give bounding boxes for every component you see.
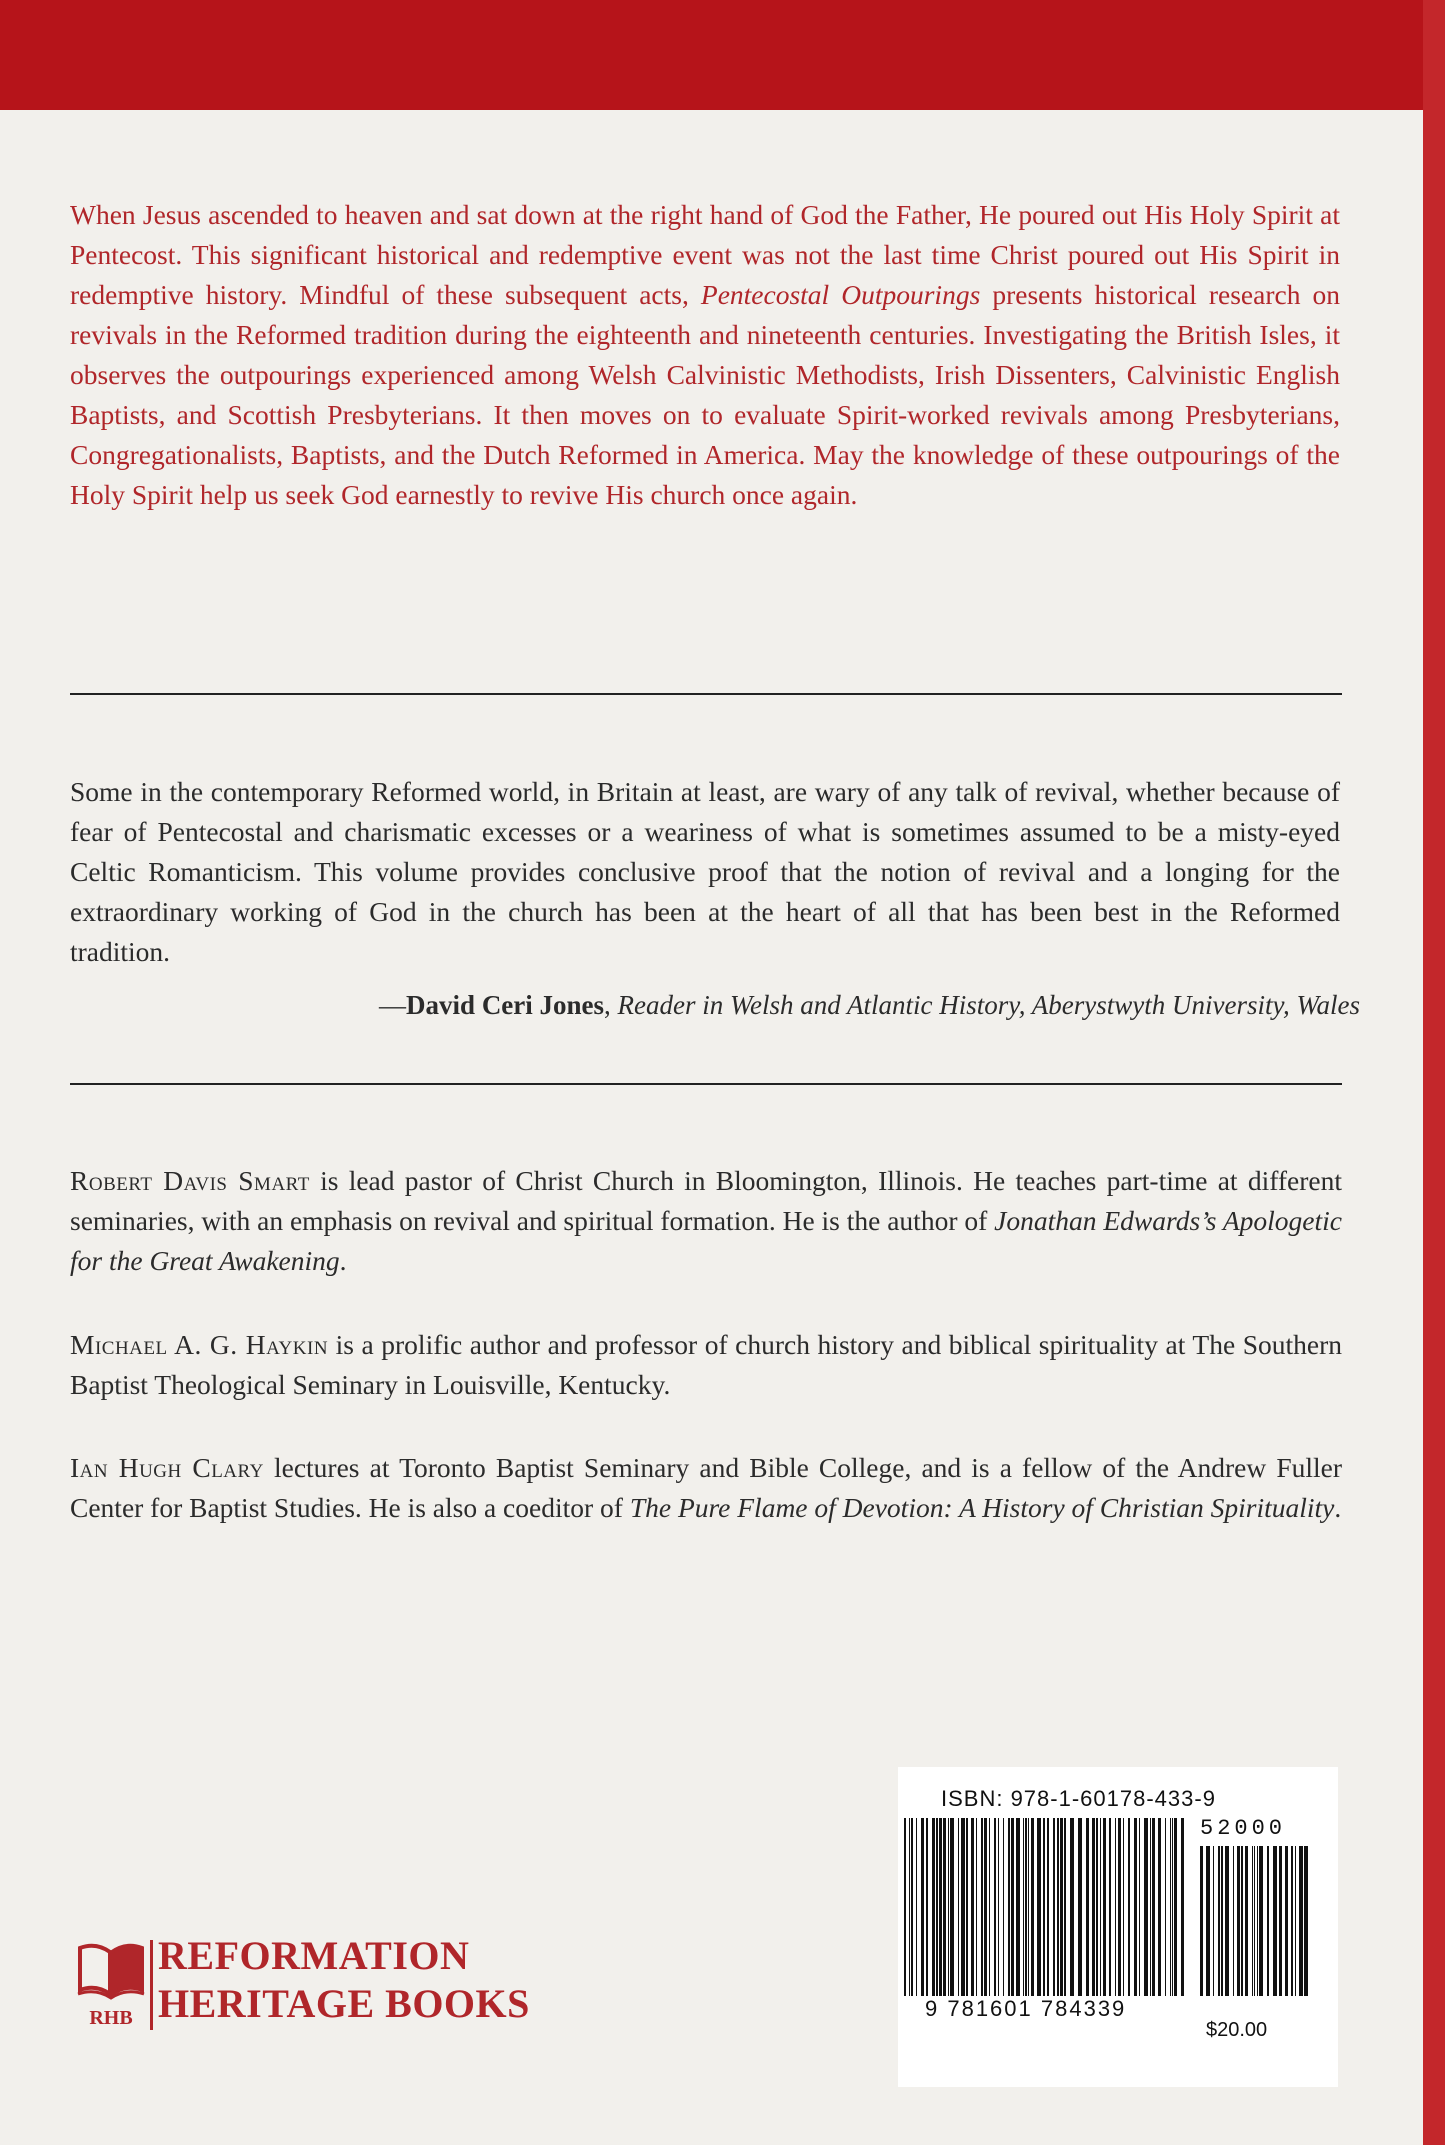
endorsement-quote: Some in the contemporary Reformed world, in Britain at least, are wary of any talk of revival, whether because of fear of Pentecostal and charismatic excesses or a weariness of what is sometimes assumed to be a misty-eyed Celtic Romanticism. This volume provides conclusive proof that the notion of revival and a longing for the extraordinary working of God in the church has been at the heart of all that has been best in the Reformed tradition.	[70, 776, 1340, 967]
author-book-title: Jonathan Edwards’s Apologetic for the Great Awakening	[70, 1205, 1342, 1276]
author-bio-text: lectures at Toronto Baptist Seminary and Bible College, and is a fellow of the Andrew Fuller Center for Baptist Studies. He is also a coeditor of	[70, 1452, 1343, 1523]
publisher-book-icon	[72, 1938, 150, 2030]
endorser-name: David Ceri Jones	[406, 990, 605, 1020]
author-bio-smart	[70, 1161, 1342, 1281]
isbn-barcode-bars	[902, 1818, 1184, 1996]
top-red-band	[0, 0, 1445, 110]
publisher-name-line2: HERITAGE BOOKS	[158, 1981, 530, 2026]
isbn-label: ISBN: 978-1-60178-433-9	[941, 1786, 1216, 1811]
author-book-title: The Pure Flame of Devotion: A History of Christian Spirituality	[629, 1492, 1335, 1523]
divider-rule-1	[70, 693, 1342, 695]
author-bio-text: is lead pastor of Christ Church in Bloomington, Illinois. He teaches part-time at different seminaries, with an emphasis on revival and spiritual formation. He is the author of	[70, 1165, 1342, 1236]
publisher-logo-divider	[150, 1940, 153, 2030]
price-barcode-bars	[1198, 1846, 1308, 1996]
publisher-monogram: RHB	[89, 2007, 133, 2029]
divider-rule-2	[70, 1083, 1342, 1085]
endorser-title: Reader in Welsh and Atlantic History, Aberystwyth University, Wales	[617, 990, 1360, 1020]
author-bio-tail: .	[339, 1245, 347, 1276]
author-bio-haykin	[70, 1325, 1342, 1405]
price-label: $20.00	[1206, 2019, 1268, 2041]
barcode-digits: 9 781601 784339	[925, 1996, 1127, 2021]
publisher-name	[158, 1932, 530, 2028]
attribution-dash: —	[379, 990, 407, 1020]
description-rest: presents historical research on revivals in the Reformed tradition during the eighteenth and nineteenth centuries. Investigating the British Isles, it observes the outpourings experienced among Welsh Calvinistic Methodists, Irish Dissenters, Calvinistic English Baptists, and Scottish Presbyterians. It then moves on to evaluate Spirit-worked revivals among Presbyterians, Congregationalists, Baptists, and the Dutch Reformed in America. May the knowledge of these outpourings of the Holy Spirit help us seek God earnestly to revive His church once again.	[70, 279, 1341, 510]
attribution-separator: ,	[604, 990, 618, 1020]
publisher-name-line1: REFORMATION	[158, 1933, 470, 1978]
right-red-edge	[1423, 0, 1445, 2145]
author-name: Michael A. G. Haykin	[70, 1329, 329, 1360]
author-bio-tail: .	[1334, 1492, 1342, 1523]
book-description	[70, 195, 1340, 515]
author-name: Ian Hugh Clary	[70, 1452, 264, 1483]
description-book-title: Pentecostal Outpourings	[700, 279, 981, 310]
price-code: 52000	[1200, 1816, 1287, 1841]
author-name: Robert Davis Smart	[70, 1165, 310, 1196]
author-bio-text: is a prolific author and professor of church history and biblical spirituality at The Southern Baptist Theological Seminary in Louisville, Kentucky.	[70, 1329, 1343, 1400]
endorsement-attribution	[180, 985, 1360, 1025]
description-lead: When Jesus ascended to heaven and sat down at the right hand of God the Father, He poured out His Holy Spirit at Pentecost. This significant historical and redemptive event was not the last time Christ poured out His Spirit in redemptive history. Mindful of these subsequent acts,	[70, 199, 1340, 310]
author-bio-clary	[70, 1448, 1342, 1528]
